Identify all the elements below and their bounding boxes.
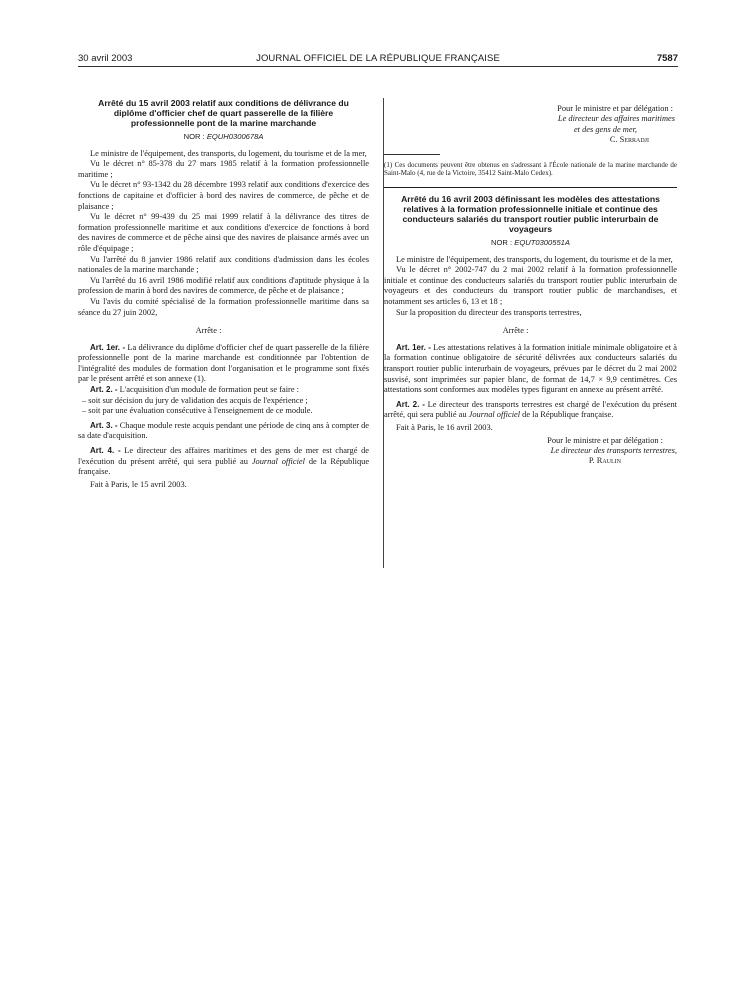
header-rule: [78, 66, 678, 67]
nor-code: EQUH0300678A: [206, 132, 264, 141]
signature-role: Le directeur des affaires maritimes: [557, 114, 675, 124]
visa-paragraph: Vu l'arrêté du 16 avril 1986 modifié relatif aux conditions d'aptitude physique à la profession de marin à bord des navires de commerce, de pêche et de plaisance ;: [78, 275, 369, 296]
signing-place-date: Fait à Paris, le 16 avril 2003.: [396, 422, 493, 432]
article-text: Le directeur des affaires maritimes et des gens de mer est chargé de l'exécution du présent arrêté, qui sera publié au: [78, 446, 370, 466]
article-text: Les attestations relatives à la formation initiale minimale obligatoire et à la formation continue obligatoire de sécurité délivrées aux conducteurs salariés du transport routier public interurbain de voyageurs, prévues par le décret du 2 mai 2002 susvisé, sont imprimées sur papier blanc, de format de 14,7 × 9,9 centimètres. Ces attestations sont conformes aux modèles types figurant en annexe au présent arrêté.: [384, 342, 677, 395]
decree-title-2: Arrêté du 16 avril 2003 définissant les modèles des attestations relatives à la formation professionnelle initiale et continue des conducteurs salariés du transport routier public interurbain de voyageurs: [401, 194, 660, 235]
article-text: Chaque module reste acquis pendant une période de cinq ans à compter de sa date d'acquisition.: [78, 420, 370, 441]
article-text: de la République française.: [522, 410, 614, 420]
visa-paragraph: Vu le décret n° 2002-747 du 2 mai 2002 relatif à la formation professionnelle initiale et continue des conducteurs salariés du transport routier public interurbain de voyageurs et des conducteurs du transport routier public de marchandises, et notamment ses articles 6, 13 et 18 ;: [384, 265, 677, 306]
article-text: de la République française.: [78, 456, 370, 477]
nor-code: EQUT0300551A: [514, 238, 570, 248]
article-label: Art. 4. -: [90, 446, 121, 456]
footnote-rule: [384, 154, 440, 155]
nor-reference-1: [78, 132, 369, 143]
footnote: (1) Ces documents peuvent être obtenus en s'adressant à l'École nationale de la marine marchande de Saint-Malo (4, rue de la Victoire, 35412 Saint-Malo Cedex).: [384, 160, 677, 177]
visa-paragraph: Vu le décret n° 99-439 du 25 mai 1999 relatif à la délivrance des titres de formation professionnelle maritime et aux conditions d'exercice de fonctions à bord des navires de commerce et de pêche ainsi que des navires de plaisance armés avec un rôle d'équipage ;: [78, 212, 369, 253]
page-header: [78, 53, 678, 67]
article-label: Art. 2. -: [90, 385, 118, 395]
visa-paragraph: Le ministre de l'équipement, des transports, du logement, du tourisme et de la mer,: [396, 254, 673, 264]
visa-paragraph: Vu l'avis du comité spécialisé de la formation professionnelle maritime dans sa séance du 27 juin 2002,: [78, 296, 369, 317]
right-column: [384, 104, 677, 467]
header-date: 30 avril 2003: [78, 53, 133, 64]
article-2: [384, 400, 677, 421]
article-label: Art. 1er. -: [396, 342, 431, 352]
nor-label: NOR :: [491, 238, 513, 248]
signatory-name: P. Raulin: [588, 456, 621, 466]
article-label: Art. 2. -: [396, 399, 425, 409]
arrete-heading: Arrête :: [502, 326, 529, 336]
journal-officiel-ref: Journal officiel: [251, 456, 305, 466]
article-label: Art. 1er. -: [90, 342, 126, 352]
arrete-heading: Arrête :: [195, 326, 222, 336]
journal-title: JOURNAL OFFICIEL DE LA RÉPUBLIQUE FRANÇAISE: [256, 53, 500, 64]
signature-block-1: [384, 104, 677, 146]
visa-paragraph: Sur la proposition du directeur des transports terrestres,: [396, 307, 582, 317]
signature-role: Le directeur des transports terrestres,: [550, 445, 677, 455]
decree-title-1: Arrêté du 15 avril 2003 relatif aux conditions de délivrance du diplôme d'officier chef de quart passerelle de la filière professionnelle pont de la marine marchande: [98, 98, 349, 128]
article-1: [78, 343, 369, 385]
signature-role: et des gens de mer,: [573, 124, 637, 134]
article-1: [384, 343, 677, 396]
visa-paragraph: Vu le décret n° 93-1342 du 28 décembre 1993 relatif aux conditions d'exercice des fonctions de capitaine et d'officier à bord des navires de commerce, de pêche et de plaisance ;: [78, 180, 369, 211]
visa-paragraph: Le ministre de l'équipement, des transports, du logement, du tourisme et de la mer,: [90, 148, 367, 158]
visa-paragraph: Vu le décret n° 85-378 du 27 mars 1985 relatif à la formation professionnelle maritime ;: [78, 159, 369, 179]
signatory-name: C. Serradji: [609, 135, 649, 145]
page-number: 7587: [656, 53, 678, 64]
article-3: [78, 421, 369, 442]
article-text: L'acquisition d'un module de formation peut se faire :: [119, 385, 299, 395]
left-column: [78, 98, 369, 490]
article-2: [78, 385, 369, 396]
article-text: Le directeur des transports terrestres est chargé de l'exécution du présent arrêté, qui sera publié au: [384, 399, 678, 420]
list-item: – soit par une évaluation consécutive à l'enseignement de ce module.: [82, 406, 313, 416]
nor-label: NOR :: [183, 132, 205, 141]
article-label: Art. 3. -: [90, 420, 118, 430]
section-separator: [384, 187, 677, 188]
journal-officiel-ref: Journal officiel: [468, 410, 521, 420]
signing-place-date: Fait à Paris, le 15 avril 2003.: [90, 479, 187, 489]
visa-paragraph: Vu l'arrêté du 8 janvier 1986 relatif aux conditions d'admission dans les écoles nationales de la marine marchande ;: [78, 254, 369, 275]
nor-reference-2: [384, 238, 677, 249]
signature-line: Pour le ministre et par délégation :: [557, 104, 673, 113]
list-item: – soit sur décision du jury de validation des acquis de l'expérience ;: [82, 395, 308, 405]
article-4: [78, 446, 369, 478]
article-text: La délivrance du diplôme d'officier chef de quart passerelle de la filière professionnelle pont de la marine marchande est conditionnée par l'obtention de l'intégralité des modules de formation dont l'organisation et le programme sont fixés par le présent arrêté et son annexe (1).: [78, 342, 369, 384]
signature-line: Pour le ministre et par délégation :: [547, 435, 663, 445]
signature-block-2: [384, 436, 677, 467]
